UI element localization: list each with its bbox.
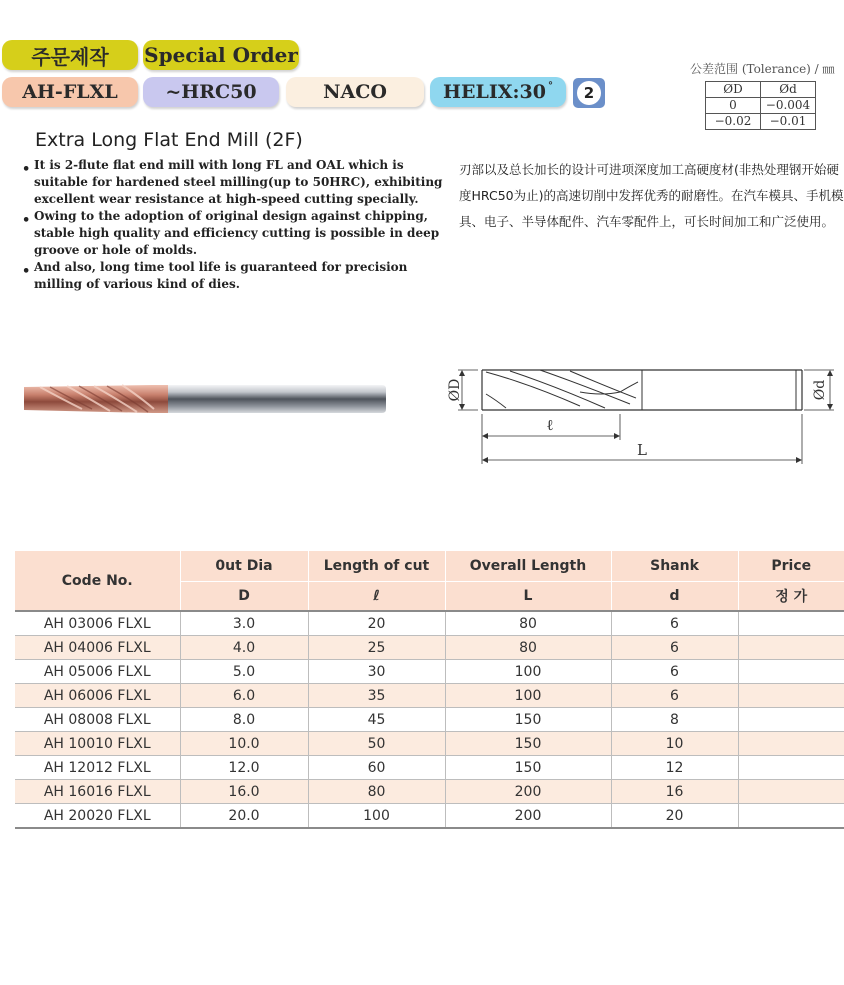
special-order-tag: [143, 40, 299, 70]
price-cell: [738, 732, 844, 756]
shank-cell: 16: [611, 780, 738, 804]
overall-length-cell: 200: [445, 804, 611, 829]
price-subheader: 정 가: [738, 582, 844, 612]
end-mill-photo: [22, 375, 388, 427]
overall-length-cell: 80: [445, 611, 611, 636]
tolerance-table: [705, 81, 816, 130]
flute-count-badge: [573, 78, 605, 108]
cut-length-cell: 80: [308, 780, 445, 804]
helix-degree-sign: °: [547, 80, 553, 92]
cut-length-cell: 45: [308, 708, 445, 732]
code-cell: AH 03006 FLXL: [15, 611, 180, 636]
code-cell: AH 12012 FLXL: [15, 756, 180, 780]
cut-length-cell: 25: [308, 636, 445, 660]
shank-cell: 10: [611, 732, 738, 756]
dia-cell: 4.0: [180, 636, 308, 660]
shank-cell: 6: [611, 611, 738, 636]
out-dia-symbol: ØD: [447, 378, 463, 402]
shank-cell: 12: [611, 756, 738, 780]
helix-tag: [430, 77, 566, 107]
overall-length-cell: 150: [445, 756, 611, 780]
dia-cell: 3.0: [180, 611, 308, 636]
overall-length-subheader: L: [445, 582, 611, 612]
korean-order-tag: [2, 40, 138, 70]
price-cell: [738, 684, 844, 708]
shank-cell: 6: [611, 660, 738, 684]
dia-cell: 6.0: [180, 684, 308, 708]
overall-length-cell: 100: [445, 684, 611, 708]
price-cell: [738, 611, 844, 636]
cut-length-symbol: ℓ: [546, 416, 554, 434]
out-dia-header: 0ut Dia: [180, 551, 308, 582]
shank-cell: 6: [611, 636, 738, 660]
price-cell: [738, 756, 844, 780]
shank-dia-symbol: Ød: [812, 379, 828, 401]
feature-item: • Owing to the adoption of original design against chipping, stable high quality and efficiency cutting is possible in deep groove or hole of molds.: [34, 208, 444, 259]
shank-cell: 20: [611, 804, 738, 829]
tolerance-title: 公差范围 (Tolerance) / ㎜: [690, 62, 835, 76]
cut-length-cell: 35: [308, 684, 445, 708]
code-cell: AH 06006 FLXL: [15, 684, 180, 708]
price-cell: [738, 708, 844, 732]
length-of-cut-header: Length of cut: [308, 551, 445, 582]
cut-length-cell: 20: [308, 611, 445, 636]
tolerance-cell: 0: [706, 98, 761, 114]
shank-subheader: d: [611, 582, 738, 612]
code-cell: AH 16016 FLXL: [15, 780, 180, 804]
code-header: Code No.: [15, 551, 180, 611]
feature-item: • And also, long time tool life is guaranteed for precision milling of various kind of dies.: [34, 259, 444, 293]
helix-label: HELIX:30: [443, 81, 546, 103]
overall-length-cell: 200: [445, 780, 611, 804]
dia-cell: 12.0: [180, 756, 308, 780]
price-cell: [738, 804, 844, 829]
cut-length-cell: 50: [308, 732, 445, 756]
code-cell: AH 20020 FLXL: [15, 804, 180, 829]
length-of-cut-subheader: ℓ: [308, 582, 445, 612]
hardness-tag: [143, 77, 279, 107]
cut-length-cell: 60: [308, 756, 445, 780]
dia-cell: 5.0: [180, 660, 308, 684]
cut-length-cell: 30: [308, 660, 445, 684]
hardness-label: ~HRC50: [165, 81, 257, 103]
dia-cell: 16.0: [180, 780, 308, 804]
overall-length-cell: 80: [445, 636, 611, 660]
price-cell: [738, 636, 844, 660]
special-order-label: Special Order: [144, 43, 298, 67]
overall-length-header: Overall Length: [445, 551, 611, 582]
table-row: [15, 636, 844, 660]
dia-cell: 8.0: [180, 708, 308, 732]
overall-length-cell: 150: [445, 732, 611, 756]
chinese-description: 刃部以及总长加长的设计可进项深度加工高硬度材(非热处理钢开始硬度HRC50为止)的高速切削中发挥优秀的耐磨性。在汽车模具、手机模具、电子、半导体配件、汽车零配件上，可长时间加工和广泛使用。: [459, 162, 844, 229]
tolerance-cell: Ød: [761, 82, 816, 98]
code-cell: AH 05006 FLXL: [15, 660, 180, 684]
table-row: [15, 684, 844, 708]
brand-tag: [286, 77, 424, 107]
shank-cell: 6: [611, 684, 738, 708]
korean-order-label: 주문제작: [31, 44, 109, 69]
shank-header: Shank: [611, 551, 738, 582]
overall-length-cell: 150: [445, 708, 611, 732]
cut-length-cell: 100: [308, 804, 445, 829]
model-label: AH-FLXL: [22, 81, 118, 103]
product-title: Extra Long Flat End Mill (2F): [35, 129, 303, 151]
table-row: [15, 756, 844, 780]
overall-length-cell: 100: [445, 660, 611, 684]
model-tag: [2, 77, 138, 107]
feature-list: [22, 157, 444, 293]
code-cell: AH 04006 FLXL: [15, 636, 180, 660]
price-cell: [738, 660, 844, 684]
price-cell: [738, 780, 844, 804]
overall-length-symbol: L: [637, 441, 647, 459]
code-cell: AH 08008 FLXL: [15, 708, 180, 732]
flute-count-label: 2: [577, 81, 601, 105]
table-row: [15, 732, 844, 756]
out-dia-subheader: D: [180, 582, 308, 612]
dia-cell: 10.0: [180, 732, 308, 756]
tolerance-cell: −0.004: [761, 98, 816, 114]
tolerance-cell: ØD: [706, 82, 761, 98]
spec-table: [15, 551, 844, 829]
end-mill-drawing: [430, 358, 844, 472]
table-row: [15, 660, 844, 684]
table-row: [15, 611, 844, 636]
shank-cell: 8: [611, 708, 738, 732]
price-header: Price: [738, 551, 844, 582]
tolerance-cell: −0.01: [761, 114, 816, 130]
code-cell: AH 10010 FLXL: [15, 732, 180, 756]
dia-cell: 20.0: [180, 804, 308, 829]
feature-item: • It is 2-flute flat end mill with long FL and OAL which is suitable for hardened steel milling(up to 50HRC), exhibiting excellent wear resistance at high-speed cutting specially.: [34, 157, 444, 208]
table-row: [15, 804, 844, 829]
table-row: [15, 780, 844, 804]
brand-label: NACO: [323, 81, 387, 103]
table-row: [15, 708, 844, 732]
tolerance-cell: −0.02: [706, 114, 761, 130]
